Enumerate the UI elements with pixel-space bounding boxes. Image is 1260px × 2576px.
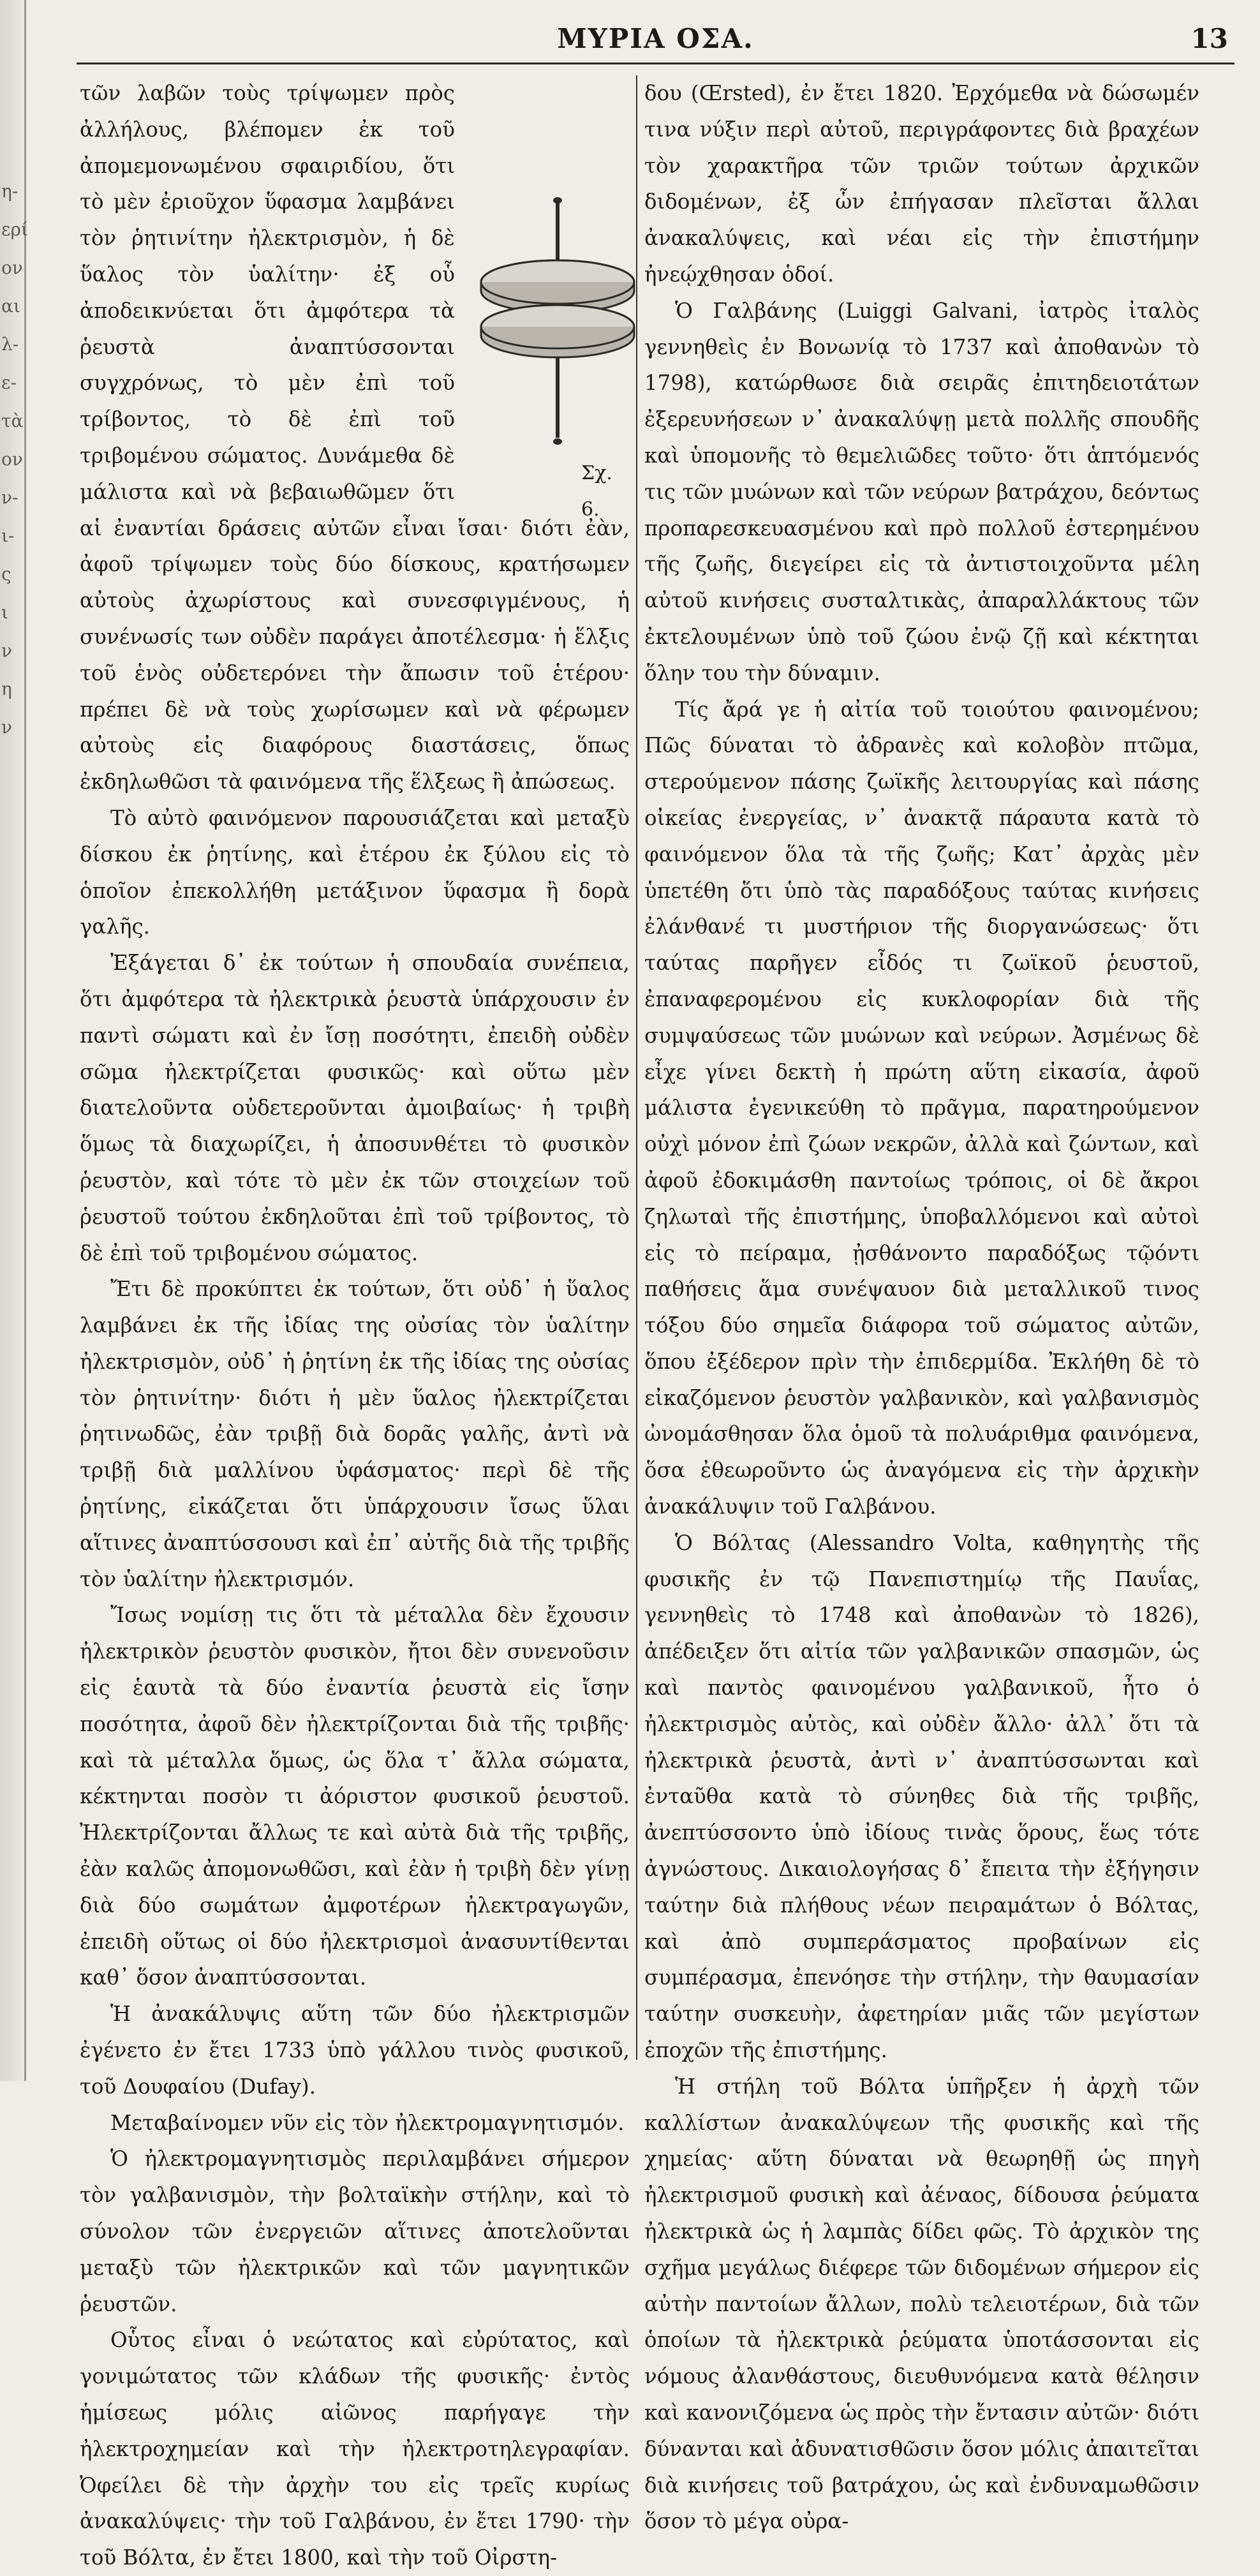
margin-fragment: ι [1,602,8,623]
margin-fragment: η- [1,181,19,202]
running-title: ΜΥΡΙΑ ΟΣΑ. [557,23,754,54]
page-number: 13 [1190,23,1228,54]
paragraph: Ἔτι δὲ προκύπτει ἐκ τούτων, ὅτι οὐδ᾿ ἡ ὕαλος λαμβάνει ἐκ τῆς ἰδίας της οὐσίας τὸν ὑαλίτην ἠλεκτρισμὸν, οὐδ᾿ ἡ ῥητίνη ἐκ τῆς ἰδίας της οὐσίας τὸν ῥητινίτην· διότι ἡ μὲν ὕαλος ἠλεκτρίζεται ῥητινωδῶς, ἐὰν τριβῇ διὰ δορᾶς γαλῆς, ἀντὶ νὰ τριβῇ διὰ μαλλίνου ὑφάσματος· περὶ δὲ τῆς ῥητίνης, εἰκάζεται ὅτι ὑπάρχουσιν ἴσως ὕλαι αἵτινες ἀναπτύσσουσι καὶ ἐπ᾿ αὐτῆς διὰ τῆς τριβῆς τὸν ὑαλίτην ἠλεκτρισμόν. [80,1277,630,1591]
paragraph: Ὁ Γαλβάνης (Luiggi Galvani, ἰατρὸς ἰταλὸς γεννηθεὶς ἐν Βονωνίᾳ τὸ 1737 καὶ ἀποθανὼν τὸ 1798), κατώρθωσε διὰ σειρᾶς ἐπιτηδειοτάτων ἐξερευνήσεων ν᾿ ἀνακαλύψῃ μετὰ πολλῆς σπουδῆς καὶ ὑπομονῆς τὸ θεμελιῶδες τοῦτο· ὅτι ἁπτόμενός τις τῶν μυώνων καὶ τῶν νεύρων βατράχου, δεόντως προπαρεσκευασμένου καὶ πρὸ πολλοῦ ἐστερημένου τῆς ζωῆς, διεγείρει εἰς τὰ ἀντιστοιχοῦντα μέλη αὐτοῦ κινήσεις συσταλτικὰς, ἀπαραλλάκτους τῶν ἐκτελουμένων ὑπὸ τοῦ ζώου ἐνῷ ζῇ καὶ κέκτηται ὅλην του τὴν δύναμιν. [644,298,1199,685]
figure-electroscope-discs [466,138,630,521]
paragraph: δου (Œrsted), ἐν ἔτει 1820. Ἐρχόμεθα νὰ δώσωμέν τινα νύξιν περὶ αὐτοῦ, περιγράφοντες διὰ βραχέων τὸν χαρακτῆρα τῶν τριῶν τούτων ἀρχικῶν διδομένων, ἐξ ὧν ἐπήγασαν πλεῖσται ἄλλαι ἀνακαλύψεις, καὶ νέαι εἰς τὴν ἐπιστήμην ἠνεῴχθησαν ὁδοί. [644,81,1199,287]
paragraph: Ὁ Βόλτας (Alessandro Volta, καθηγητὴς τῆς φυσικῆς ἐν τῷ Πανεπιστημίῳ τῆς Παυΐας, γεννηθεὶς τὸ 1748 καὶ ἀποθανὼν τὸ 1826), ἀπέδειξεν ὅτι αἰτία τῶν γαλβανικῶν σπασμῶν, ὡς καὶ παντὸς φαινομένου γαλβανικοῦ, ἦτο ὁ ἠλεκτρισμὸς αὐτὸς, καὶ οὐδὲν ἄλλο· ἀλλ᾿ ὅτι τὰ ἠλεκτρικὰ ῥευστὰ, ἀντὶ ν᾿ ἀναπτύσσωνται καὶ ἐνταῦθα κατὰ τὸ σύνηθες διὰ τῆς τριβῆς, ἀνεπτύσσοντο ὑπὸ ἰδίους τινὰς ὅρους, ἕως τότε ἀγνώστους. Δικαιολογήσας δ᾿ ἔπειτα τὴν ἐξήγησιν ταύτην διὰ πλήθους νέων πειραμάτων ὁ Βόλτας, καὶ ἀπὸ συμπεράσματος προβαίνων εἰς συμπέρασμα, ἐπενόησε τὴν στήλην, τὴν θαυμασίαν ταύτην συσκευὴν, ἀφετηρίαν μιᾶς τῶν μεγίστων ἐποχῶν τῆς ἐπιστήμης. [644,1530,1199,2063]
paragraph: Ὁ ἠλεκτρομαγνητισμὸς περιλαμβάνει σήμερον τὸν γαλβανισμὸν, τὴν βολταϊκὴν στήλην, καὶ τὸ σύνολον τῶν ἐνεργειῶν αἵτινες ἀποτελοῦνται μεταξὺ τῶν ἠλεκτρικῶν καὶ τῶν μαγνητικῶν ῥευστῶν. [80,2147,630,2316]
margin-fragment: ε- [1,372,17,393]
paragraph: Τὸ αὐτὸ φαινόμενον παρουσιάζεται καὶ μεταξὺ δίσκου ἐκ ῥητίνης, καὶ ἑτέρου ἐκ ξύλου εἰς τὸ ὁποῖον ἐπεκολλήθη μετάξινον ὕφασμα ἢ δορὰ γαλῆς. [80,805,630,939]
margin-fragment: ον [1,449,23,470]
right-column [644,75,1199,2534]
page-edge [0,0,26,2081]
margin-fragment: λ- [1,334,19,355]
paragraph: Μεταβαίνομεν νῦν εἰς τὸν ἠλεκτρομαγνητισμόν. [110,2110,625,2135]
margin-fragment: ν- [1,487,19,508]
paragraph: Ἐξάγεται δ᾿ ἐκ τούτων ἡ σπουδαία συνέπεια, ὅτι ἀμφότερα τὰ ἠλεκτρικὰ ῥευστὰ ὑπάρχουσιν ἐν παντὶ σώματι καὶ ἐν ἴσῃ ποσότητι, ἐπειδὴ οὐδὲν σῶμα ἠλεκτρίζεται φυσικῶς· καὶ οὕτω μὲν διατελοῦντα οὐδετεροῦνται ἀμοιβαίως· ἡ τριβὴ ὅμως τὰ διαχωρίζει, ἡ ἀποσυνθέτει τὸ φυσικὸν ῥευστὸν, καὶ τότε τὸ μὲν ἐκ τῶν στοιχείων τοῦ ῥευστοῦ τούτου ἐκδηλοῦται ἐπὶ τοῦ τρίβοντος, τὸ δὲ ἐπὶ τοῦ τριβομένου σώματος. [80,951,630,1265]
margin-fragment: ον [1,257,23,278]
paragraph: τῶν λαβῶν τοὺς τρίψωμεν πρὸς ἀλλήλους, βλέπομεν ἐκ τοῦ ἀπομεμονωμένου σφαιριδίου, ὅτι τὸ μὲν ἐριοῦχον ὕφασμα λαμβάνει τὸν ῥητινίτην ἠλεκτρισμὸν, ἡ δὲ ὕαλος τὸν ὑαλίτην· ἐξ οὗ ἀποδεικνύεται ὅτι ἀμφότερα τὰ ῥευστὰ ἀναπτύσσονται συγχρόνως, τὸ μὲν ἐπὶ τοῦ τρίβοντος, τὸ δὲ ἐπὶ τοῦ τριβομένου σώματος. Δυνάμεθα δὲ μάλιστα καὶ νὰ βεβαιωθῶμεν ὅτι αἱ ἐναντίαι δράσεις αὐτῶν εἶναι ἴσαι· διότι ἐὰν, ἀφοῦ τρίψωμεν τοὺς δύο δίσκους, κρατήσωμεν αὐτοὺς ἀχωρίστους καὶ συνεσφιγμένους, ἡ συνένωσίς των οὐδὲν παράγει ἀποτέλεσμα· ἡ ἕλξις τοῦ ἑνὸς οὐδετερόνει τὴν ἄπωσιν τοῦ ἑτέρου· πρέπει δὲ νὰ τοὺς χωρίσωμεν καὶ νὰ φέρωμεν αὐτοὺς εἰς διαφόρους διαστάσεις, ὅπως ἐκδηλωθῶσι τὰ φαινόμενα τῆς ἕλξεως ἢ ἀπώσεως. [80,81,630,794]
margin-fragment: ερί [1,219,28,240]
margin-fragment: τὰ [1,410,24,431]
margin-fragment: η [1,678,12,699]
paragraph: Οὗτος εἶναι ὁ νεώτατος καὶ εὐρύτατος, καὶ γονιμώτατος τῶν κλάδων τῆς φυσικῆς· ἐντὸς ἡμίσεως μόλις αἰῶνος παρήγαγε τὴν ἠλεκτροχημείαν καὶ τὴν ἠλεκτροτηλεγραφίαν. Ὀφείλει δὲ τὴν ἀρχὴν του εἰς τρεῖς κυρίως ἀνακαλύψεις· τὴν τοῦ Γαλβάνου, ἐν ἔτει 1790· τὴν τοῦ Βόλτα, ἐν ἔτει 1800, καὶ τὴν τοῦ Οἰρστη- [80,2328,630,2570]
margin-fragment: ν [1,640,13,661]
margin-fragment: αι [1,295,20,316]
figure-caption: Σχ. 6. [581,462,612,521]
paragraph: Ἡ ἀνακάλυψις αὕτη τῶν δύο ἠλεκτρισμῶν ἐγένετο ἐν ἔτει 1733 ὑπὸ γάλλου τινὸς φυσικοῦ, τοῦ Δουφαίου (Dufay). [80,2002,630,2099]
paragraph: Ἡ στήλη τοῦ Βόλτα ὑπῆρξεν ἡ ἀρχὴ τῶν καλλίστων ἀνακαλύψεων τῆς φυσικῆς καὶ τῆς χημείας· αὕτη δύναται νὰ θεωρηθῇ ὡς πηγὴ ἠλεκτρισμοῦ φυσικὴ καὶ ἀέναος, δίδουσα ῥεύματα ἠλεκτρικὰ ὡς ἡ λαμπὰς δίδει φῶς. Τὸ ἀρχικὸν της σχῆμα μεγάλως διέφερε τῶν διδομένων σήμερον εἰς αὐτὴν παντοίων ἄλλων, πολὺ τελειοτέρων, διὰ τῶν ὁποίων τὰ ἠλεκτρικὰ ῥεύματα ὑποτάσσονται εἰς νόμους ἀλανθάστους, διευθυνόμενα κατὰ θέλησιν καὶ κανονιζόμενα ὡς πρὸς τὴν ἔντασιν αὐτῶν· διότι δύνανται καὶ ἀδυνατισθῶσιν ὅσον μόλις ἀπαιτεῖται διὰ κινήσεις τοῦ βατράχου, ὡς καὶ ἐνδυναμωθῶσιν ὅσον τὸ μέγα οὐρα- [644,2074,1199,2534]
margin-fragment: ι- [1,525,15,546]
margin-fragment: ν [1,717,13,738]
margin-fragments [1,172,28,747]
paragraph: Ἴσως νομίσῃ τις ὅτι τὰ μέταλλα δὲν ἔχουσιν ἠλεκτρικὸν ῥευστὸν φυσικὸν, ἤτοι δὲν συνενοῦσιν εἰς ἑαυτὰ τὰ δύο ἐναντία ῥευστὰ εἰς ἴσην ποσότητα, ἀφοῦ δὲν ἠλεκτρίζονται διὰ τῆς τριβῆς· καὶ τὰ μέταλλα ὅμως, ὡς ὅλα τ᾿ ἄλλα σώματα, κέκτηνται ποσὸν τι ἀόριστον φυσικοῦ ῥευστοῦ. Ἠλεκτρίζονται ἄλλως τε καὶ αὐτὰ διὰ τῆς τριβῆς, ἐὰν καλῶς ἀπομονωθῶσι, καὶ ἐὰν ἡ τριβὴ δὲν γίνῃ διὰ δύο σωμάτων ἀμφοτέρων ἠλεκτραγωγῶν, ἐπειδὴ οὕτως οἱ δύο ἠλεκτρισμοὶ ἀνασυντίθενται καθ᾿ ὅσον ἀναπτύσσονται. [80,1603,630,1990]
figure-illustration [466,138,630,498]
margin-fragment: ς [1,563,11,584]
page-header [77,18,1234,64]
column-divider [636,75,637,2060]
paragraph: Τίς ἄρά γε ἡ αἰτία τοῦ τοιούτου φαινομένου; Πῶς δύναται τὸ ἀδρανὲς καὶ κολοβὸν πτῶμα, στερούμενον πάσης ζωϊκῆς λειτουργίας καὶ πάσης οἰκείας ἐνεργείας, ν᾿ ἀνακτᾷ πάραυτα κατὰ τὸ φαινόμενον ὅλα τὰ τῆς ζωῆς; Κατ᾿ ἀρχὰς μὲν ὑπετέθη ὅτι ὑπὸ τὰς παραδόξους ταύτας κινήσεις ἐλάνθανέ τι μυστήριον τῆς διοργανώσεως· ὅτι ταύτας παρῆγεν εἶδός τι ζωϊκοῦ ῥευστοῦ, ἐπαναφερομένου εἰς κυκλοφορίαν διὰ τῆς συμψαύσεως τῶν μυώνων καὶ νεύρων. Ἀσμένως δὲ εἶχε γίνει δεκτὴ ἡ πρώτη αὕτη εἰκασία, ἀφοῦ μάλιστα ἐγενικεύθη τὸ πρᾶγμα, παρατηρούμενον οὐχὶ μόνον ἐπὶ ζώων νεκρῶν, ἀλλὰ καὶ ζώντων, καὶ ἀφοῦ ἐδοκιμάσθη παντοίως τρόποις, οἱ δὲ ἄκροι ζηλωταὶ τῆς ἐπιστήμης, ὑποβαλλόμενοι καὶ αὐτοὶ εἰς τὸ πείραμα, ᾐσθάνοντο παραδόξως τῷόντι παθήσεις ἅμα συνέψαυον διὰ μεταλλικοῦ τινος τόξου δύο σημεῖα διάφορα τοῦ σώματος αὐτῶν, ὅπου ἐξέδερον πρὶν τὴν ἐπιδερμίδα. Ἐκλήθη δὲ τὸ εἰκαζόμενον ῥευστὸν γαλβανικὸν, καὶ γαλβανισμὸς ὠνομάσθησαν ὅλα ὁμοῦ τὰ πολυάριθμα φαινόμενα, ὅσα ἐθεωροῦντο ὡς ἀναγόμενα εἰς τὴν ἀρχικὴν ἀνακάλυψιν τοῦ Γαλβάνου. [644,697,1199,1519]
left-column [80,75,630,2570]
